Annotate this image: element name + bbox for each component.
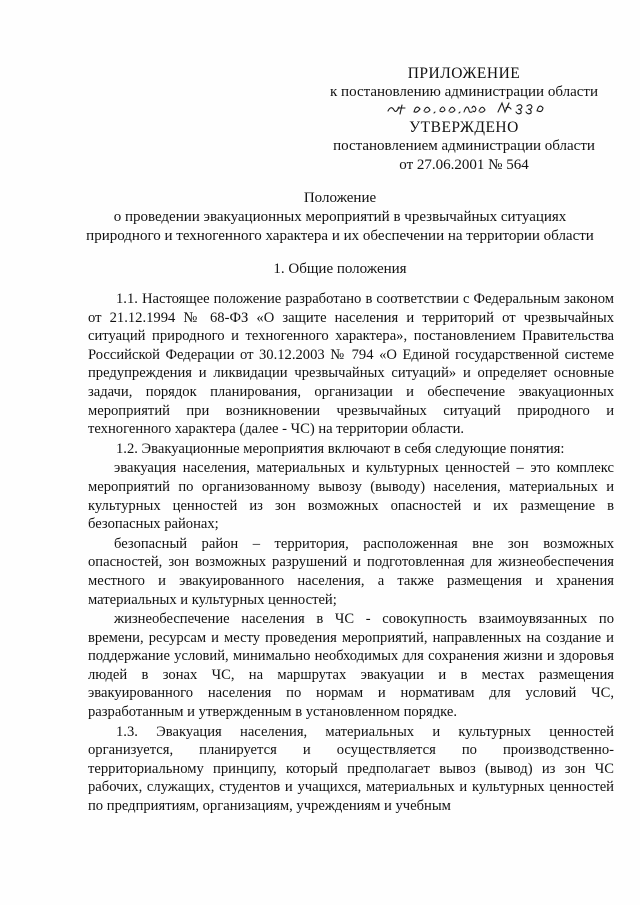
annex-reference: к постановлению администрации области xyxy=(330,84,598,100)
approved-title: УТВЕРЖДЕНО xyxy=(409,119,519,136)
approved-header xyxy=(314,118,614,175)
paragraph-1-1: 1.1. Настоящее положение разработано в соответствии с Федеральным законом от 21.12.1994 № 68-ФЗ «О защите населения и территорий от чрезвычайных ситуаций природного и техногенного характера», постановлением Правительства Российской Федерации от 30.12.2003 № 794 «О Единой государственной системе предупреждения и ликвидации чрезвычайных ситуаций» и определяет основные задачи, порядок планирования, организации и обеспечение эвакуационных мероприятий при возникновении чрезвычайных ситуаций природного и техногенного характера (далее - ЧС) на территории области. xyxy=(88,291,614,438)
document-body xyxy=(88,290,614,816)
definition-safe-area: безопасный район – территория, расположенная вне зон возможных опасностей, зон возможных разрушений и подготовленная для жизнеобеспечения местного и эвакуированного населения, а также размещения и хранения материальных и культурных ценностей; xyxy=(88,535,614,608)
approved-date-number: от 27.06.2001 № 564 xyxy=(399,157,529,173)
document-title-line-2: о проведении эвакуационных мероприятий в чрезвычайных ситуациях xyxy=(113,209,567,225)
handwritten-date-note xyxy=(314,100,614,117)
paragraph-1-3: 1.3. Эвакуация населения, материальных и культурных ценностей организуется, планируется и осуществляется по производственно-территориальному принципу, который предполагает вывоз (вывод) из зон ЧС рабочих, служащих, студентов и учащихся, материальных и культурных ценностей по предприятиям, организациям, учреждениям и учебным xyxy=(88,723,614,815)
document-title-line-3: природного и техногенного характера и их обеспечении на территории области xyxy=(86,228,594,244)
document-title-line-1: Положение xyxy=(303,190,377,206)
definition-life-support: жизнеобеспечение населения в ЧС - совокупность взаимоувязанных по времени, ресурсам и месту проведения мероприятий, направленных на создание и поддержание условий, минимально необходимых для сохранения жизни и здоровья людей в зонах ЧС, на маршрутах эвакуации и в местах размещения эвакуированного населения по нормам и нормативам для условий ЧС, разработанным и утвержденным в установленном порядке. xyxy=(88,611,614,721)
paragraph-1-2: 1.2. Эвакуационные мероприятия включают в себя следующие понятия: xyxy=(116,440,565,457)
section-heading: 1. Общие положения xyxy=(273,261,407,277)
handwritten-signature-mark xyxy=(374,100,554,117)
definition-evacuation: эвакуация населения, материальных и культурных ценностей – это комплекс мероприятий по организованному вывозу (выводу) населения, материальных и культурных ценностей из зон возможных опасностей и их размещение в безопасных районах; xyxy=(88,460,614,533)
approved-by: постановлением администрации области xyxy=(333,138,595,154)
annex-title: ПРИЛОЖЕНИЕ xyxy=(407,65,521,82)
annex-header xyxy=(314,64,614,117)
document-title xyxy=(60,189,620,246)
